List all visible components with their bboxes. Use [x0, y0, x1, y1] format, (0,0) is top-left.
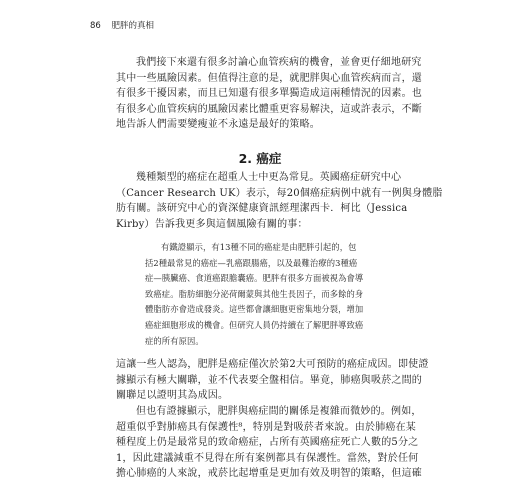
text-line: 擔心肺癌的人來說，戒菸比起增重是更加有效及明智的策略，但這確 — [116, 468, 422, 480]
quote-line: 體脂肪亦會造成發炎。這些都會讓細胞更密集地分裂，增加 — [145, 304, 364, 315]
text-line: 其中一些風險因素。但值得注意的是，就肥胖與心血管疾病而言，還 — [116, 72, 422, 84]
quote-line: 癌症細胞形成的機會。但研究人員仍持續在了解肥胖導致癌 — [145, 319, 364, 330]
text-line: 地告訴人們需要變瘦並不永遠是最好的策略。 — [116, 119, 320, 131]
quote-line: 症的所有原因。 — [145, 335, 204, 346]
paragraph-cancer-intro — [116, 170, 443, 232]
text-line: 我們接下來還有很多討論心血管疾病的機會，並會更仔細地研究 — [136, 57, 422, 68]
quote-line: 致癌症。脂肪細胞分泌荷爾蒙與其他生長因子，而多餘的身 — [145, 288, 364, 299]
quote-line: 有鐵證顯示，有13種不同的癌症是由肥胖引起的，包 — [161, 242, 357, 252]
text-line: Kirby）告訴我更多與這個風險有關的事： — [116, 218, 308, 230]
text-line: 幾種類型的癌症在超重人士中更為常見。英國癌症研究中心 — [136, 172, 402, 183]
text-line: （Cancer Research UK）表示，每20個癌症病例中就有一例與身體脂 — [116, 187, 443, 199]
text-line: 超重似乎對肺癌具有保護性⁸，特別是對吸菸者來說。由於肺癌在某 — [116, 421, 417, 433]
book-title: 肥胖的真相 — [111, 21, 155, 31]
page-number: 86 — [90, 21, 101, 31]
running-header — [90, 19, 162, 31]
text-line: 1，因此建議減重不見得在所有案例都具有保護性。當然，對於任何 — [116, 452, 419, 464]
text-line: 據顯示有極大關聯，並不代表要全盤相信。畢竟，肺癌與吸菸之間的 — [116, 374, 422, 386]
text-line: 關聯足以證明其為成因。 — [116, 390, 229, 402]
text-line: 有很多心血管疾病的風險因素比體重更容易解決，這或許表示，不斷 — [116, 103, 422, 115]
paragraph-causation — [116, 357, 429, 404]
paragraph-cardiovascular — [116, 55, 420, 133]
text-line: 有很多干擾因素，而且已知還有很多單獨造成這兩種情況的因素。也 — [116, 88, 422, 100]
block-quote — [145, 240, 400, 349]
text-line: 種程度上仍是最常見的致命癌症，占所有英國癌症死亡人數的5分之 — [116, 437, 419, 449]
text-line: 但也有證據顯示，肥胖與癌症間的關係是複雜而微妙的。例如， — [136, 406, 422, 417]
text-line: 肪有關。該研究中心的資深健康資訊經理潔西卡．柯比（Jessica — [116, 203, 408, 215]
paragraph-lung-cancer — [116, 404, 420, 482]
quote-line: 括2種最常見的癌症—乳癌跟腸癌，以及最難治療的3種癌 — [145, 257, 358, 268]
quote-line: 症—胰臟癌、食道癌跟膽囊癌。肥胖有很多方面被視為會導 — [145, 273, 364, 284]
text-line: 這讓一些人認為，肥胖是癌症僅次於第2大可預防的癌症成因。即使證 — [116, 359, 429, 370]
section-heading: 2. 癌症 — [238, 151, 282, 166]
